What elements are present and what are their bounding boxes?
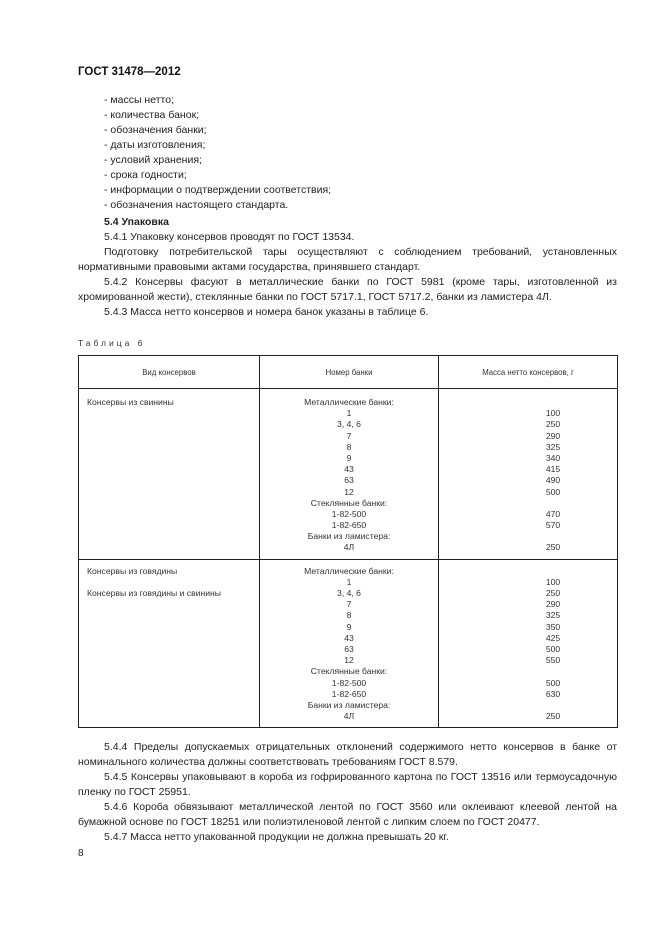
product-name: Консервы из говядины и свинины: [87, 588, 221, 598]
can-number: Банки из ламистера:: [307, 531, 391, 542]
table-row: [79, 389, 618, 560]
table-row: [79, 559, 618, 728]
net-mass: 325: [545, 610, 561, 621]
net-mass: [439, 498, 617, 509]
net-mass: 100: [545, 408, 561, 419]
net-mass: 550: [545, 655, 561, 666]
net-mass: [439, 700, 617, 711]
product-name: Консервы из говядины: [87, 565, 178, 576]
can-number: 3, 4, 6: [337, 419, 361, 430]
can-number: 4Л: [343, 542, 355, 553]
paragraph: 5.4.4 Пределы допускаемых отрицательных отклонений содержимого нетто консервов в банке от номинального количества должны соответствовать требованиям ГОСТ 8.579.: [78, 741, 617, 768]
product-name: [79, 408, 259, 419]
net-mass: 500: [545, 486, 561, 497]
can-number: 8: [346, 610, 352, 621]
can-number: 43: [344, 632, 354, 643]
can-number: 1: [346, 576, 352, 587]
net-mass: 250: [545, 588, 561, 598]
net-mass: 490: [545, 475, 561, 486]
can-number: Банки из ламистера:: [307, 699, 391, 710]
section-heading: 5.4 Упаковка: [104, 216, 169, 228]
can-number: 7: [346, 599, 352, 610]
list-item: - обозначения банки;: [104, 124, 207, 136]
net-mass: 500: [545, 677, 561, 688]
can-number: 1-82-650: [331, 688, 367, 699]
can-number: Стеклянные банки:: [310, 666, 388, 677]
net-mass-cell: [439, 389, 618, 560]
document-header: ГОСТ 31478—2012: [78, 66, 181, 78]
net-mass: 100: [545, 576, 561, 587]
net-mass: 425: [545, 632, 561, 643]
can-number: 1-82-650: [331, 520, 367, 531]
product-name-cell: [79, 389, 260, 560]
list-item: - массы нетто;: [104, 94, 174, 106]
page-number: 8: [78, 848, 84, 859]
net-mass: 250: [545, 542, 561, 553]
net-mass: 250: [545, 419, 561, 430]
can-number: 8: [346, 441, 352, 452]
list-item: - даты изготовления;: [104, 139, 206, 151]
can-number: 9: [346, 621, 352, 632]
can-number: 1: [346, 408, 352, 419]
net-mass: 325: [545, 441, 561, 452]
table-6: [78, 355, 618, 728]
can-number: 12: [344, 655, 354, 666]
can-number: 12: [344, 486, 354, 497]
table-caption: Таблица 6: [78, 338, 146, 348]
paragraph: 5.4.6 Короба обвязывают металлической лентой по ГОСТ 3560 или оклеивают клеевой лентой на бумажной основе по ГОСТ 18251 или полиэтиленовой лентой с липким слоем по ГОСТ 20477.: [78, 801, 617, 828]
can-number: Металлические банки:: [304, 397, 394, 407]
net-mass-cell: [439, 559, 618, 728]
can-number: 63: [344, 643, 354, 654]
lower-text: [78, 740, 617, 845]
net-mass: 290: [545, 430, 561, 441]
can-number: 43: [344, 464, 354, 475]
can-number: Металлические банки:: [304, 565, 394, 576]
upper-text: [78, 93, 617, 320]
can-number: 1-82-500: [331, 677, 367, 688]
product-name-cell: [79, 559, 260, 728]
net-mass: 350: [545, 621, 561, 632]
list-item: - информации о подтверждении соответствия;: [104, 184, 332, 196]
net-mass: [439, 531, 617, 542]
can-number: 9: [346, 452, 352, 463]
list-item: - количества банок;: [104, 109, 200, 121]
net-mass: 290: [545, 599, 561, 610]
can-number-cell: [260, 559, 439, 728]
net-mass: 470: [545, 508, 561, 519]
can-number: Стеклянные банки:: [310, 497, 388, 508]
column-header: Номер банки: [260, 356, 439, 389]
can-number: 3, 4, 6: [337, 588, 361, 598]
net-mass: 340: [545, 452, 561, 463]
paragraph: 5.4.5 Консервы упаковывают в короба из гофрированного картона по ГОСТ 13516 или термоусадочную пленку по ГОСТ 25951.: [78, 771, 617, 798]
can-number: 7: [346, 430, 352, 441]
can-number-cell: [260, 389, 439, 560]
can-number: 1-82-500: [331, 508, 367, 519]
column-header: Вид консервов: [79, 356, 260, 389]
net-mass: [439, 397, 617, 408]
list-item: - условий хранения;: [104, 154, 202, 166]
net-mass: 250: [545, 711, 561, 722]
column-header: Масса нетто консервов, г: [439, 356, 618, 389]
list-item: - обозначения настоящего стандарта.: [104, 199, 289, 211]
paragraph: 5.4.2 Консервы фасуют в металлические банки по ГОСТ 5981 (кроме тары, изготовленной из хромированной жести), стеклянные банки по ГОСТ 5717.1, ГОСТ 5717.2, банки из ламистера 4Л.: [78, 276, 617, 303]
net-mass: [439, 566, 617, 577]
net-mass: 630: [545, 688, 561, 699]
can-number: 63: [344, 475, 354, 486]
product-name: [79, 577, 259, 588]
list-item: - срока годности;: [104, 169, 187, 181]
paragraph: 5.4.3 Масса нетто консервов и номера банок указаны в таблице 6.: [104, 306, 429, 318]
net-mass: [439, 666, 617, 677]
net-mass: 500: [545, 643, 561, 654]
paragraph: Подготовку потребительской тары осуществляют с соблюдением требований, установленных нормативными правовыми актами государства, принявшего стандарт.: [78, 246, 617, 273]
can-number: 4Л: [343, 711, 355, 722]
paragraph: 5.4.7 Масса нетто упакованной продукции не должна превышать 20 кг.: [104, 831, 449, 843]
net-mass: 570: [545, 520, 561, 531]
net-mass: 415: [545, 464, 561, 475]
product-name: Консервы из свинины: [87, 397, 174, 407]
paragraph: 5.4.1 Упаковку консервов проводят по ГОСТ 13534.: [104, 231, 355, 243]
